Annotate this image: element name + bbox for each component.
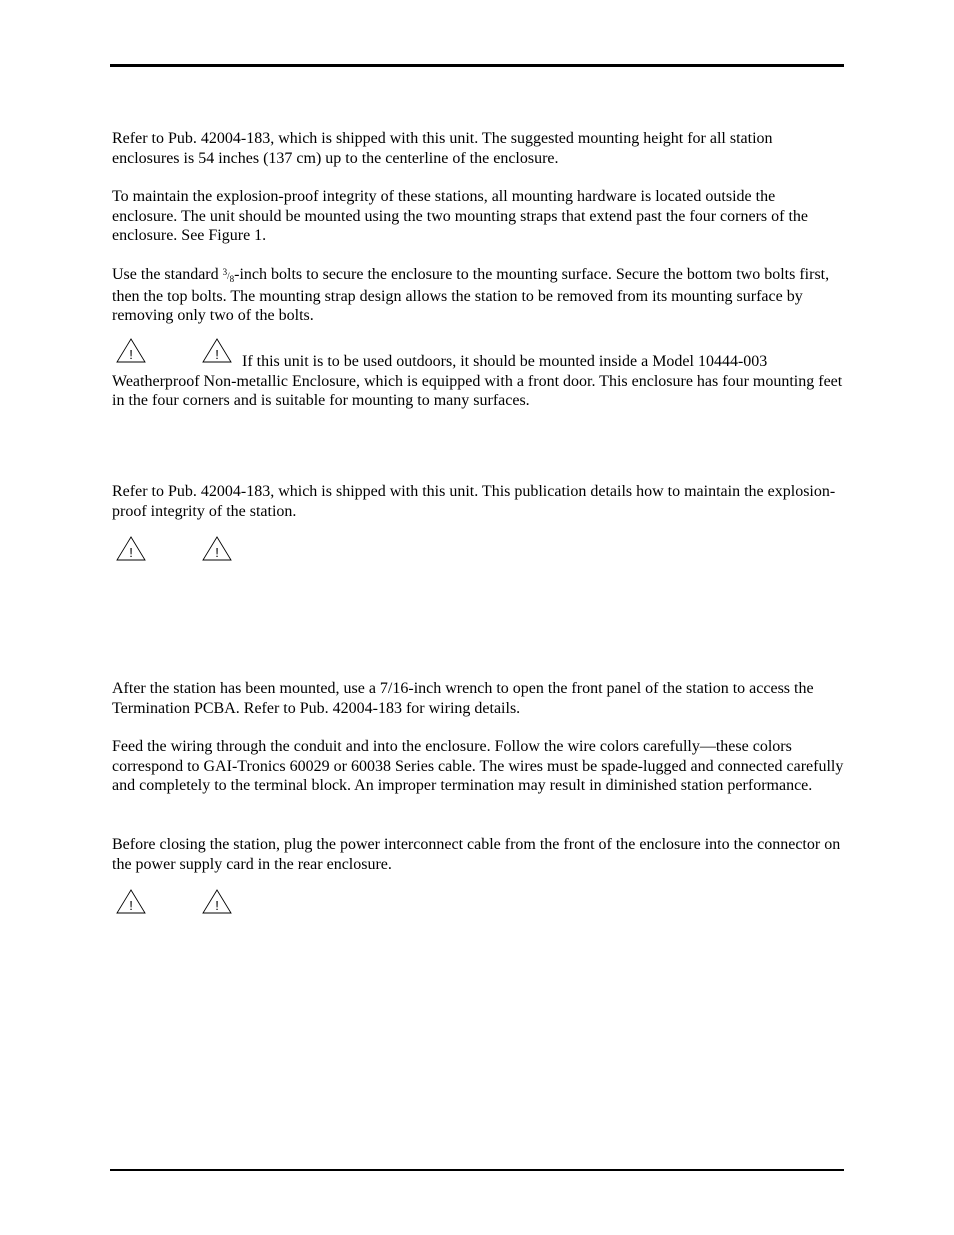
mounting-paragraph-1: Refer to Pub. 42004-183, which is shipped with this unit. The suggested mounting height for all station enclosures is 54 inches (137 cm) up to the centerline of the enclosure. bbox=[112, 130, 773, 167]
mounting-paragraph-3-start: Use the standard bbox=[112, 266, 223, 283]
maintenance-paragraph-1: Refer to Pub. 42004-183, which is shipped with this unit. This publication details how to maintain the explosion-proof integrity of the station. bbox=[112, 483, 836, 520]
outdoor-warning-text: If this unit is to be used outdoors, it should be mounted inside a Model 10444-003 Weatherproof Non-metallic Enclosure, which is equipped with a front door. This enclosure has four mounting feet in the four corners and is suitable for mounting to many surfaces. bbox=[112, 353, 843, 409]
mounting-paragraph-2: To maintain the explosion-proof integrity of these stations, all mounting hardware is located outside the enclosure. The unit should be mounted using the two mounting straps that extend past the four corners of the enclosure. See Figure 1. bbox=[112, 188, 809, 244]
svg-text:!: ! bbox=[215, 347, 219, 362]
svg-text:!: ! bbox=[129, 545, 133, 560]
mounting-paragraph-3-end: -inch bolts to secure the enclosure to the mounting surface. Secure the bottom two bolts first, then the top bolts. The mounting strap design allows the station to be removed from its mounting surface by removing only two of the bolts. bbox=[112, 266, 830, 324]
svg-text:!: ! bbox=[129, 347, 133, 362]
fraction-denominator: 8 bbox=[229, 273, 235, 284]
wiring-paragraph-1: After the station has been mounted, use a 7/16-inch wrench to open the front panel of the station to access the Termination PCBA. Refer to Pub. 42004-183 for wiring details. bbox=[112, 680, 814, 717]
wiring-paragraph-3: Before closing the station, plug the power interconnect cable from the front of the enclosure into the connector on the power supply card in the rear enclosure. bbox=[112, 836, 841, 873]
warning-triangle-icon bbox=[116, 889, 146, 915]
mounting-paragraph-3 bbox=[112, 265, 844, 326]
bolt-size-fraction: $^3/_8$ bbox=[222, 267, 235, 284]
wiring-paragraph-2: Feed the wiring through the conduit and into the enclosure. Follow the wire colors carefully—these colors correspond to GAI-Tronics 60029 or 60038 Series cable. The wires must be spade-lugged and connected carefully and completely to the terminal block. An improper termination may result in diminished station performance. bbox=[112, 738, 844, 794]
footer-rule bbox=[110, 1169, 844, 1171]
svg-text:!: ! bbox=[215, 545, 219, 560]
svg-text:!: ! bbox=[129, 898, 133, 913]
fraction-numerator: 3 bbox=[222, 267, 228, 277]
header-rule bbox=[110, 64, 844, 67]
warning-triangle-icon bbox=[202, 889, 232, 915]
warning-triangle-icon bbox=[116, 536, 146, 562]
warning-triangle-icon bbox=[202, 536, 232, 562]
svg-text:!: ! bbox=[215, 898, 219, 913]
